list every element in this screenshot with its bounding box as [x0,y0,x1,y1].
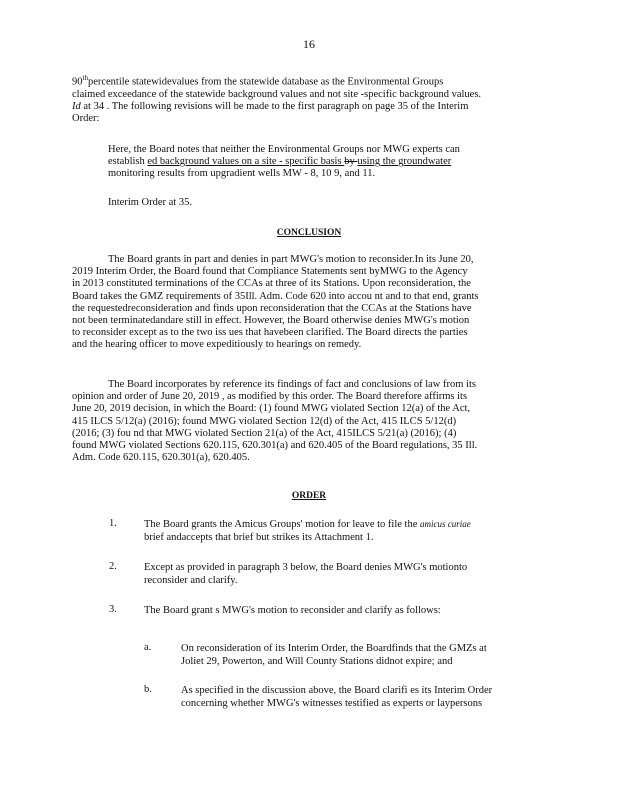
conclusion-line-6: not been terminatedandare still in effect. However, the Board otherwise denies MWG's motion [72,315,470,327]
order-item-1-line-2: brief andaccepts that brief but strikes its Attachment 1. [144,532,374,543]
subitem-b-letter: b. [144,684,152,695]
percentile-number: 90 [72,76,83,88]
subitem-a-line-2: Joliet 29, Powerton, and Will County Stations didnot expire; and [181,656,453,667]
quote-inserted-text: ed background values on a site - specific basis [147,156,345,168]
subitem-b-line-2: concerning whether MWG's witnesses testified as experts or laypersons [181,698,483,709]
amicus-curiae-italic: amicus curiae [420,519,471,529]
quote-line-3: monitoring results from upgradient wells MW - 8, 10 9, and 11. [108,168,376,180]
incorporates-line-4: 415 ILCS 5/12(a) (2016); found MWG violated Section 12(d) of the Act, 415 ILCS 5/12(d) [72,415,457,427]
order-item-3-line-1: The Board grant s MWG's motion to reconsider and clarify as follows: [144,605,441,616]
subitem-a-letter: a. [144,642,152,653]
incorporates-line-5: (2016; (3) fou nd that MWG violated Section 21(a) of the Act, 415ILCS 5/21(a) (2016); (4) [72,427,457,439]
subitem-b-line-1: As specified in the discussion above, the Board clarifi es its Interim Order [181,685,493,696]
block-quote [108,144,518,181]
quote-citation: Interim Order at 35. [108,197,192,208]
opening-line-1-text: percentile statewidevalues from the statewide database as the Environmental Groups [87,76,444,88]
order-item-3 [144,604,441,617]
subitem-a [181,642,487,668]
conclusion-line-3: in 2013 constituted terminations of the CCAs at three of its Stations. Upon reconsideration, the [72,278,471,290]
conclusion-paragraph [72,254,532,352]
conclusion-heading [0,228,618,238]
quote-line-2-a: establish [108,156,148,168]
conclusion-line-2: 2019 Interim Order, the Board found that Compliance Statements sent byMWG to the Agency [72,266,468,278]
conclusion-line-1: The Board grants in part and denies in part MWG's motion to reconsider.In its June 20, [108,254,474,265]
conclusion-line-8: and the hearing officer to move expeditiously to hearings on remedy. [72,339,362,351]
opening-line-3-text: at 34 . The following revisions will be made to the first paragraph on page 35 of the Interim [80,100,469,112]
conclusion-line-4: Board takes the GMZ requirements of 35Ill. Adm. Code 620 into accou nt and to that end, grants [72,290,479,302]
order-item-2-number: 2. [109,561,117,572]
incorporates-line-2: opinion and order of June 20, 2019 , as modified by this order. The Board therefore affirms its [72,391,468,403]
quote-inserted-text-2: using the groundwater [357,156,452,168]
opening-paragraph [72,72,532,125]
conclusion-line-7: to reconsider except as to the two iss ues that havebeen clarified. The Board directs the parties [72,327,468,339]
opening-line-3 [72,101,532,113]
order-item-1 [144,518,471,544]
incorporates-line-3: June 20, 2019 decision, in which the Board: (1) found MWG violated Section 12(a) of the Act, [72,403,471,415]
quote-line-1: Here, the Board notes that neither the Environmental Groups nor MWG experts can [108,144,460,155]
order-item-1-line-1 [144,518,471,531]
order-item-1-text: The Board grants the Amicus Groups' motion for leave to file the [144,519,420,530]
page-number: 16 [303,37,315,51]
incorporates-paragraph [72,379,532,464]
subitem-a-line-1: On reconsideration of its Interim Order, the Boardfinds that the GMZs at [181,643,487,654]
order-item-2-line-1: Except as provided in paragraph 3 below, the Board denies MWG's motionto [144,562,468,573]
order-heading [0,491,618,501]
incorporates-line-6: found MWG violated Sections 620.115, 620.301(a) and 620.405 of the Board regulations, 35 Ill. [72,440,478,452]
order-item-1-number: 1. [109,518,117,529]
conclusion-line-5: the requestedreconsideration and finds upon reconsideration that the CCAs at the Stations have [72,302,472,314]
superscript-th: th [82,74,88,82]
order-item-2 [144,561,467,587]
order-item-2-line-2: reconsider and clarify. [144,575,238,586]
quote-struck-text: by [344,156,358,168]
order-item-3-number: 3. [109,604,117,615]
quote-line-2 [108,156,518,168]
id-citation: Id [72,100,81,112]
opening-line-1 [72,72,532,89]
incorporates-line-7: Adm. Code 620.115, 620.301(a), 620.405. [72,452,250,464]
order-heading-text: ORDER [291,491,327,501]
subitem-b [181,684,492,710]
incorporates-line-1: The Board incorporates by reference its findings of fact and conclusions of law from its [108,379,476,390]
conclusion-heading-text: CONCLUSION [276,228,342,238]
opening-line-2: claimed exceedance of the statewide background values and not site -specific background values. [72,88,482,100]
opening-line-4: Order: [72,113,100,125]
